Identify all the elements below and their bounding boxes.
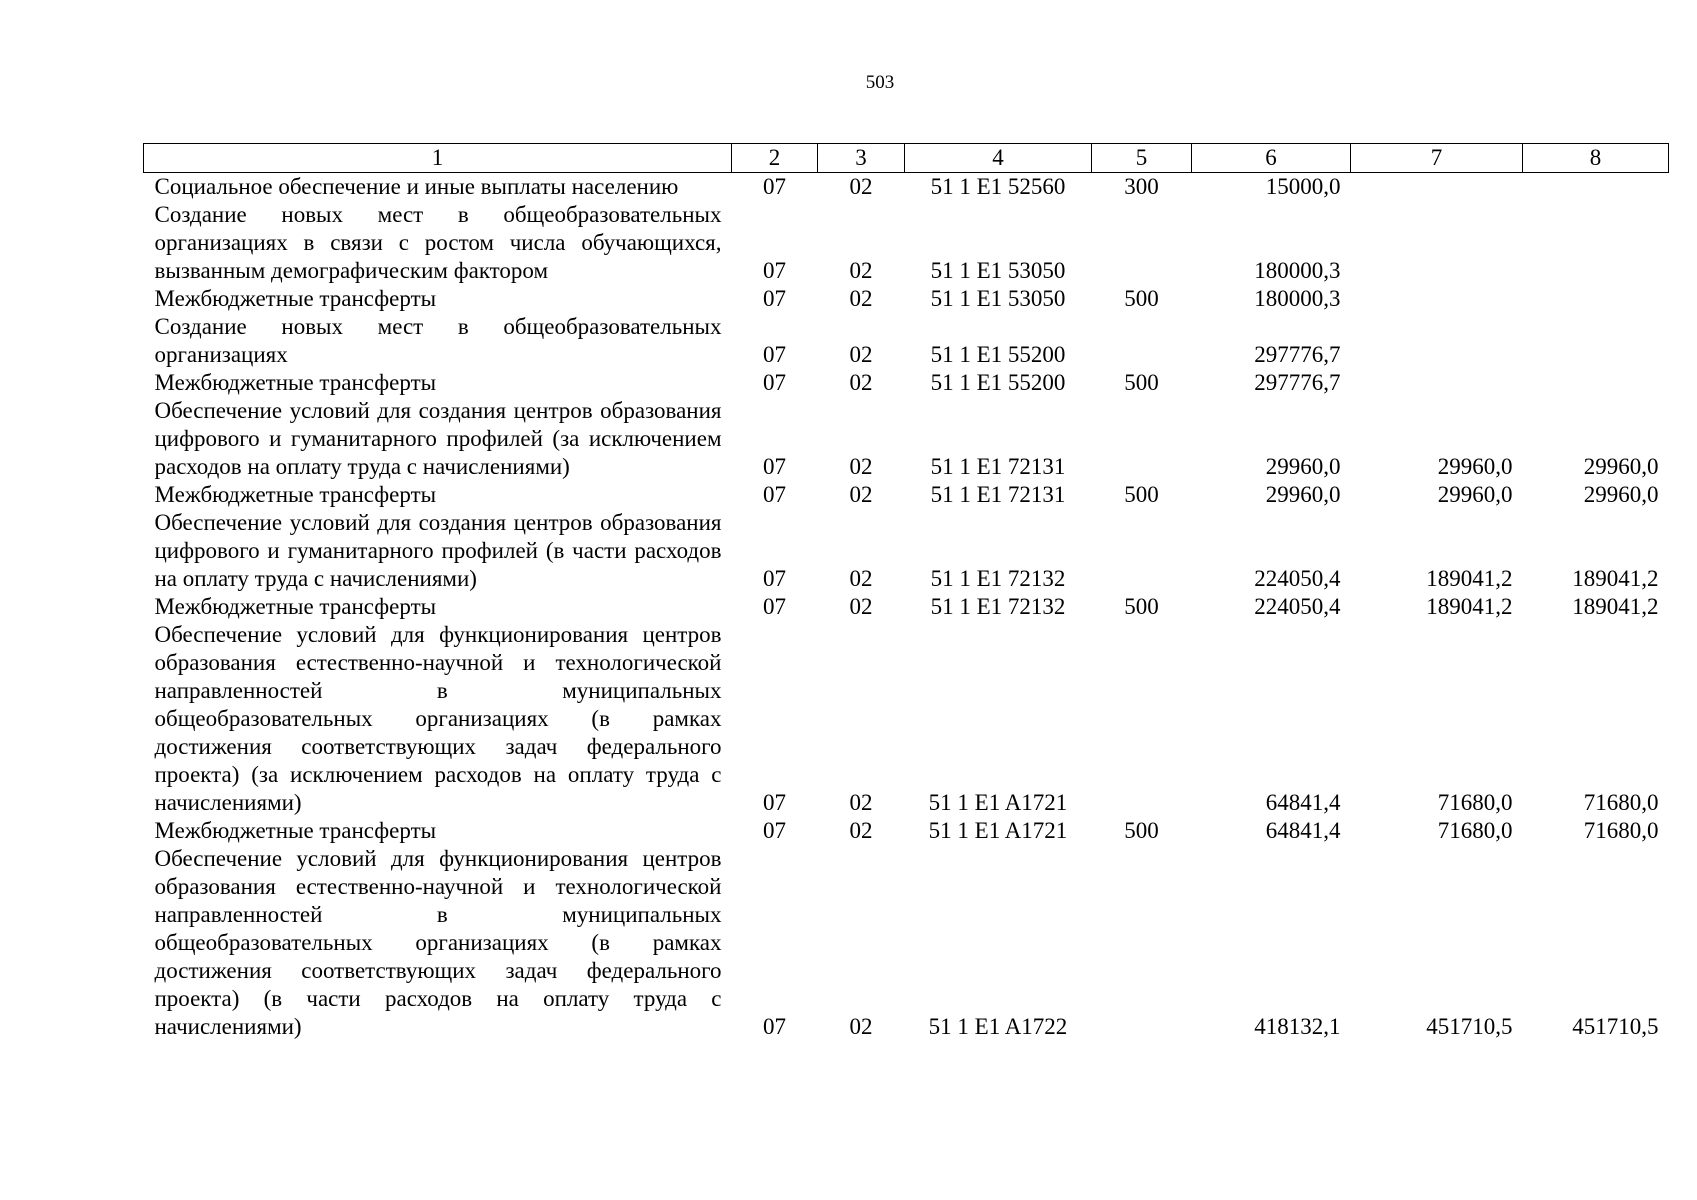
row-amount-col8: 189041,2 <box>1572 594 1659 619</box>
table-row <box>144 369 1669 397</box>
row-subsection: 02 <box>849 790 873 815</box>
row-subsection: 02 <box>849 454 873 479</box>
row-amount-col8: 451710,5 <box>1572 1014 1659 1039</box>
header-col-6: 6 <box>1192 144 1351 173</box>
row-amount-col7: 29960,0 <box>1437 454 1513 479</box>
row-expense-type: 500 <box>1124 818 1159 843</box>
row-amount-col6: 224050,4 <box>1254 566 1341 591</box>
row-expense-type <box>1092 201 1192 285</box>
row-amount-col7: 451710,5 <box>1426 1014 1513 1039</box>
row-target-code: 51 1 E1 55200 <box>930 370 1066 395</box>
row-amount-col6: 297776,7 <box>1254 342 1341 367</box>
row-subsection: 02 <box>849 286 873 311</box>
row-description: Межбюджетные трансферты <box>154 818 437 843</box>
row-expense-type: 500 <box>1124 482 1159 507</box>
row-subsection: 02 <box>849 258 873 283</box>
row-target-code: 51 1 E1 72132 <box>930 594 1066 619</box>
header-col-3: 3 <box>818 144 905 173</box>
table-row <box>144 285 1669 313</box>
row-target-code: 51 1 E1 72131 <box>930 454 1066 479</box>
row-section: 07 <box>763 1014 786 1039</box>
table-row <box>144 397 1669 481</box>
row-target-code: 51 1 E1 53050 <box>930 258 1066 283</box>
row-amount-col7 <box>1351 369 1523 397</box>
row-description: Обеспечение условий для функционирования центров образования естественно-научной и технологической направленностей в муниципальных общеобразовательных организациях (в рамках достижения соответствующих задач федерального проекта) (в части расходов на оплату труда с начислениями) <box>154 846 722 1039</box>
table-row <box>144 593 1669 621</box>
row-target-code: 51 1 E1 A1721 <box>928 790 1068 815</box>
row-subsection: 02 <box>849 818 873 843</box>
row-expense-type: 500 <box>1124 370 1159 395</box>
row-target-code: 51 1 E1 72131 <box>930 482 1066 507</box>
row-subsection: 02 <box>849 174 873 199</box>
row-amount-col7 <box>1351 201 1523 285</box>
row-amount-col6: 29960,0 <box>1265 454 1341 479</box>
row-description: Межбюджетные трансферты <box>154 370 437 395</box>
row-description: Межбюджетные трансферты <box>154 482 437 507</box>
row-description: Обеспечение условий для создания центров образования цифрового и гуманитарного профилей (за исключением расходов на оплату труда с начислениями) <box>154 398 722 479</box>
row-description: Социальное обеспечение и иные выплаты населению <box>154 174 679 199</box>
row-amount-col6: 297776,7 <box>1254 370 1341 395</box>
row-section: 07 <box>763 342 786 367</box>
header-col-7: 7 <box>1351 144 1523 173</box>
header-col-8: 8 <box>1523 144 1669 173</box>
row-section: 07 <box>763 818 786 843</box>
row-section: 07 <box>763 594 786 619</box>
row-amount-col7 <box>1351 313 1523 369</box>
row-subsection: 02 <box>849 482 873 507</box>
row-section: 07 <box>763 258 786 283</box>
row-expense-type: 500 <box>1124 594 1159 619</box>
table-row <box>144 621 1669 817</box>
row-description: Создание новых мест в общеобразовательных организациях в связи с ростом числа обучающихся, вызванным демографическим фактором <box>154 202 722 283</box>
row-description: Обеспечение условий для функционирования центров образования естественно-научной и технологической направленностей в муниципальных общеобразовательных организациях (в рамках достижения соответствующих задач федерального проекта) (за исключением расходов на оплату труда с начислениями) <box>154 622 722 815</box>
row-expense-type <box>1092 509 1192 593</box>
row-amount-col8 <box>1523 285 1669 313</box>
row-amount-col7 <box>1351 285 1523 313</box>
row-amount-col7: 189041,2 <box>1426 566 1513 591</box>
row-description: Создание новых мест в общеобразовательных организациях <box>154 314 722 367</box>
header-col-2: 2 <box>732 144 818 173</box>
row-amount-col8: 29960,0 <box>1583 454 1659 479</box>
row-subsection: 02 <box>849 566 873 591</box>
row-section: 07 <box>763 454 786 479</box>
row-amount-col8: 29960,0 <box>1583 482 1659 507</box>
row-amount-col7: 189041,2 <box>1426 594 1513 619</box>
row-section: 07 <box>763 370 786 395</box>
row-amount-col8 <box>1523 173 1669 202</box>
row-amount-col6: 29960,0 <box>1265 482 1341 507</box>
row-section: 07 <box>763 482 786 507</box>
row-target-code: 51 1 E1 53050 <box>930 286 1066 311</box>
header-col-1: 1 <box>144 144 732 173</box>
table-row <box>144 481 1669 509</box>
row-amount-col7: 71680,0 <box>1437 818 1513 843</box>
row-expense-type: 500 <box>1124 286 1159 311</box>
row-section: 07 <box>763 286 786 311</box>
table-row <box>144 313 1669 369</box>
row-expense-type: 300 <box>1124 174 1159 199</box>
table-row <box>144 817 1669 845</box>
row-amount-col6: 64841,4 <box>1265 790 1341 815</box>
row-amount-col6: 64841,4 <box>1265 818 1341 843</box>
row-section: 07 <box>763 790 786 815</box>
row-description: Межбюджетные трансферты <box>154 594 437 619</box>
row-subsection: 02 <box>849 594 873 619</box>
table-row <box>144 173 1669 202</box>
row-amount-col8: 71680,0 <box>1583 790 1659 815</box>
header-row <box>144 144 1669 173</box>
row-amount-col8 <box>1523 201 1669 285</box>
row-amount-col7 <box>1351 173 1523 202</box>
row-expense-type <box>1092 313 1192 369</box>
table-row <box>144 201 1669 285</box>
table-body <box>144 173 1669 1042</box>
header-col-5: 5 <box>1092 144 1192 173</box>
row-target-code: 51 1 E1 A1722 <box>928 1014 1068 1039</box>
row-amount-col6: 418132,1 <box>1254 1014 1341 1039</box>
row-amount-col7: 29960,0 <box>1437 482 1513 507</box>
table-row <box>144 509 1669 593</box>
row-amount-col6: 180000,3 <box>1254 258 1341 283</box>
row-target-code: 51 1 E1 52560 <box>930 174 1066 199</box>
row-section: 07 <box>763 174 786 199</box>
budget-table <box>143 143 1669 1041</box>
row-expense-type <box>1092 621 1192 817</box>
page-number: 503 <box>865 72 895 93</box>
header-col-4: 4 <box>905 144 1092 173</box>
row-subsection: 02 <box>849 1014 873 1039</box>
row-description: Межбюджетные трансферты <box>154 286 437 311</box>
row-amount-col7: 71680,0 <box>1437 790 1513 815</box>
row-expense-type <box>1092 845 1192 1041</box>
row-amount-col6: 15000,0 <box>1265 174 1341 199</box>
table-header <box>144 144 1669 173</box>
table-row <box>144 845 1669 1041</box>
row-section: 07 <box>763 566 786 591</box>
row-subsection: 02 <box>849 370 873 395</box>
row-description: Обеспечение условий для создания центров образования цифрового и гуманитарного профилей (в части расходов на оплату труда с начислениями) <box>154 510 722 591</box>
row-target-code: 51 1 E1 55200 <box>930 342 1066 367</box>
row-amount-col8 <box>1523 369 1669 397</box>
row-expense-type <box>1092 397 1192 481</box>
row-amount-col8: 71680,0 <box>1583 818 1659 843</box>
row-amount-col8: 189041,2 <box>1572 566 1659 591</box>
row-target-code: 51 1 E1 A1721 <box>928 818 1068 843</box>
row-amount-col6: 224050,4 <box>1254 594 1341 619</box>
row-amount-col8 <box>1523 313 1669 369</box>
row-target-code: 51 1 E1 72132 <box>930 566 1066 591</box>
row-subsection: 02 <box>849 342 873 367</box>
row-amount-col6: 180000,3 <box>1254 286 1341 311</box>
